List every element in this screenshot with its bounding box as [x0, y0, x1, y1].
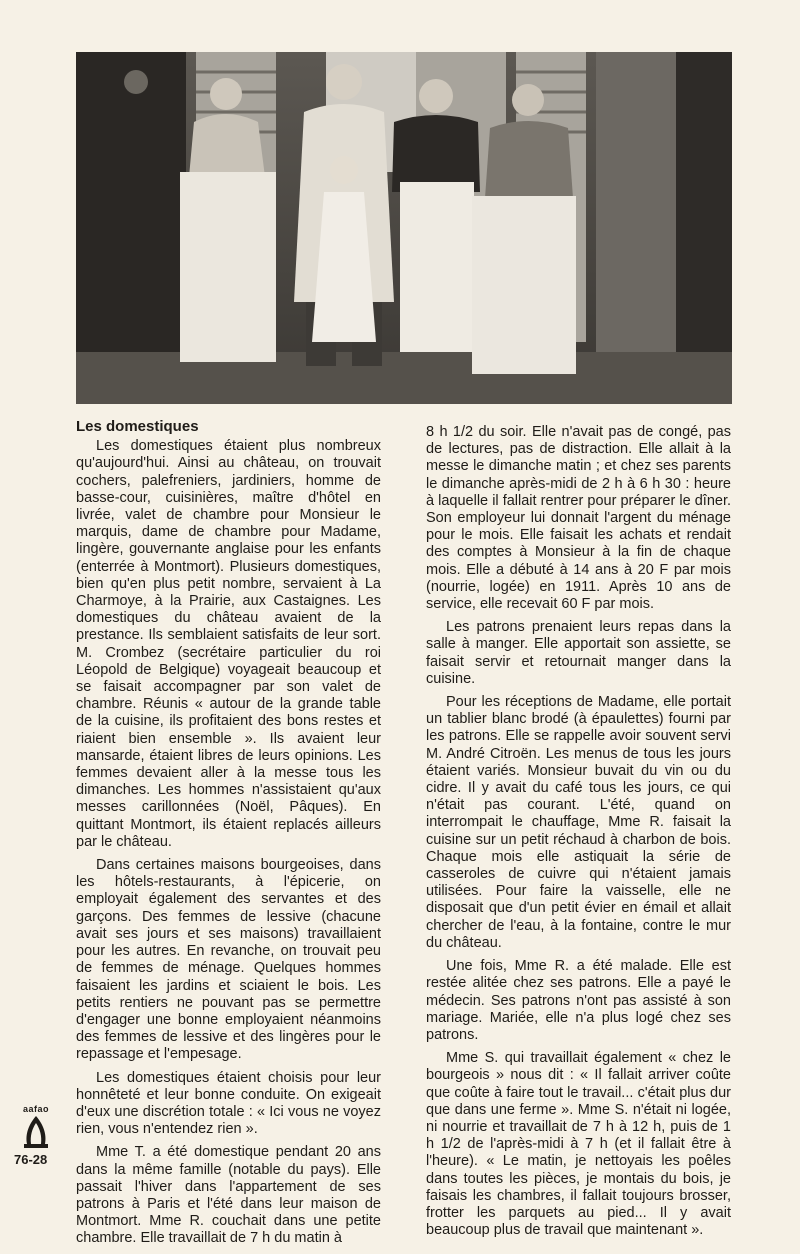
paragraph: Les domestiques étaient choisis pour leur honnêteté et leur bonne conduite. On exigeait d'eux une discrétion totale : « Ici vous ne voyez rien, vous n'entendez rien ». [76, 1069, 381, 1138]
paragraph: Pour les réceptions de Madame, elle portait un tablier blanc brodé (à épaulettes) fourni par les patrons. Elle se rappelle avoir souvent servi M. André Citroën. Les menus de tous les jours étaient variés. Monsieur buvait du vin ou du cidre. Il y avait du café tous les jours, ce qui n'était pas courant. L'été, quand on interrompait le chauffage, Mme R. faisait la cuisine sur un petit réchaud à charbon de bois. Chaque mois elle astiquait la série de casseroles de cuivre qui n'étaient jamais utilisées. Pour faire la vaisselle, elle ne disposait que d'un petit évier en émail et allait chercher de l'eau, à la fontaine, contre le mur du château. [426, 694, 731, 951]
paragraph: Dans certaines maisons bourgeoises, dans les hôtels-restaurants, à l'épicerie, on employait également des servantes et des garçons. Des femmes de lessive (chacune avait ses jours et ses maisons) travaillaient pour les autres. En revanche, on trouvait peu de femmes de ménage. Quelques hommes faisaient les jardins et sciaient le bois. Les petits rentiers ne pouvant pas se permettre d'engager une bonne employaient néanmoins des femmes de lessive et des lingères pour le repassage et l'empesage. [76, 857, 381, 1063]
paragraph: Mme S. qui travaillait également « chez le bourgeois » nous dit : « Il fallait arriver coûte que coûte à faire tout le travail... c'était plus dur que dans une ferme ». Mme S. n'était ni logée, ni nourrie et travaillait de 7 h à 12 h, puis de 1 h 1/2 de l'après-midi à 7 h (et il fallait être à l'heure). « Le matin, je nettoyais les poêles dans toutes les pièces, je montais du bois, je faisais les chambres, il fallait toujours brosser, frotter les parquets au pied... Il y avait beaucoup plus de travail que maintenant ». [426, 1050, 731, 1239]
logo-emblem-icon [21, 1114, 51, 1150]
historical-group-photo [76, 52, 732, 404]
paragraph: Les domestiques étaient plus nombreux qu'aujourd'hui. Ainsi au château, on trouvait cochers, palefreniers, jardiniers, homme de basse-cour, cuisinières, maître d'hôtel en livrée, valet de chambre pour Monsieur le marquis, dame de chambre pour Madame, lingère, gouvernante anglaise pour les enfants (enterrée à Montmort). Plusieurs domestiques, bien qu'en plus petit nombre, servaient à La Charmoye, à la Prairie, aux Castaignes. Les domestiques du château avaient de la prestance. Ils semblaient satisfaits de leur sort. M. Crombez (secrétaire particulier du roi Léopold de Belgique) voyageait beaucoup et se faisait accompagner par son valet de chambre. Réunis « autour de la grande table de la cuisine, ils profitaient des bons restes et riaient bien ensemble ». Ils avaient leur mansarde, étaient libres de leurs opinions. Les femmes devaient aller à la messe tous les dimanches. Les hommes n'assistaient qu'aux messes carillonnées (Noël, Pâques). En quittant Montmort, ils étaient replacés ailleurs par le château. [76, 438, 381, 850]
right-text-column [426, 424, 731, 1245]
paragraph: Les patrons prenaient leurs repas dans la salle à manger. Elle apportait son assiette, se faisait servir et retournait manger dans la cuisine. [426, 619, 731, 687]
publisher-logo [16, 1104, 56, 1155]
paragraph: Mme T. a été domestique pendant 20 ans dans la même famille (notable du pays). Elle passait l'hiver dans l'appartement de ses patrons à Paris et l'été dans leur maison de Montmort. Mme R. couchait dans une petite chambre. Elle travaillait de 7 h du matin à [76, 1144, 381, 1247]
section-heading: Les domestiques [76, 418, 199, 435]
paragraph-continuation: 8 h 1/2 du soir. Elle n'avait pas de congé, pas de lectures, pas de distraction. Elle allait à la messe le dimanche matin ; et chez ses parents le dimanche après-midi de 2 h à 6 h 30 : heure à laquelle il fallait rentrer pour préparer le dîner. Son employeur lui donnait l'argent du ménage pour le mois. Elle faisait les achats et rendait des comptes à Monsieur à la fin de chaque mois. Elle a débuté à 14 ans à 20 F par mois (nourrie, logée) en 1911. Après 10 ans de service, elle recevait 60 F par mois. [426, 424, 731, 613]
left-text-column [76, 418, 381, 1254]
paragraph: Une fois, Mme R. a été malade. Elle est restée alitée chez ses patrons. Elle a payé le médecin. Ses patrons n'ont pas assisté à son mariage. Mariée, elle n'a plus logé chez ses patrons. [426, 958, 731, 1043]
logo-text: aafao [22, 1104, 49, 1114]
page-folio: 76-28 [14, 1152, 48, 1167]
